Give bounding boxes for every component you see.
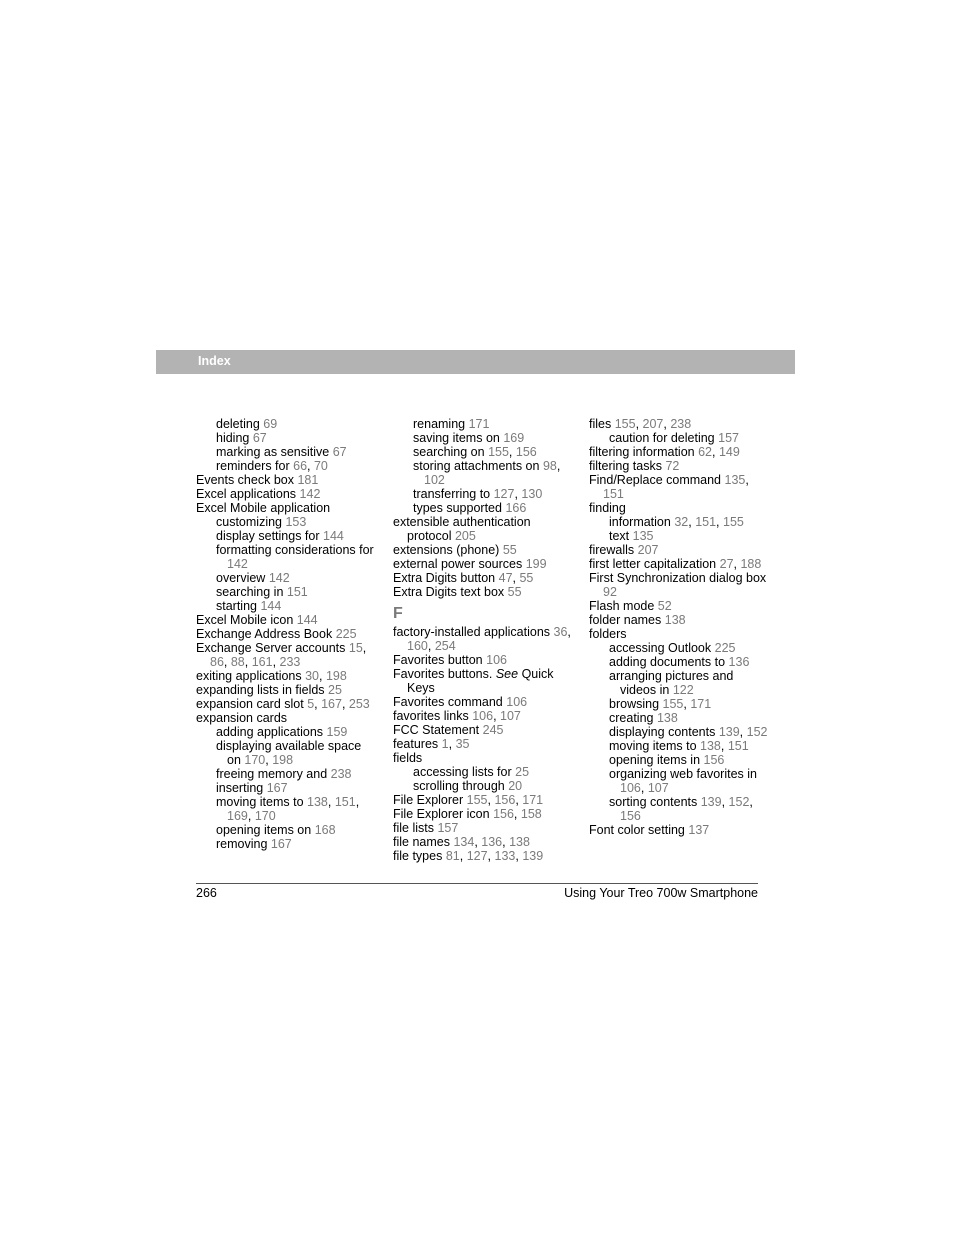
page-link[interactable]: 151 [603, 487, 624, 501]
page-link[interactable]: 169 [227, 809, 248, 823]
page-link[interactable]: 69 [263, 417, 278, 431]
page-link[interactable]: 81 [445, 849, 460, 863]
index-entry [589, 599, 769, 613]
page-link[interactable]: 151 [727, 739, 749, 753]
page-link[interactable]: 198 [325, 669, 347, 683]
page-link[interactable]: 207 [642, 417, 664, 431]
page-link[interactable]: 156 [493, 807, 514, 821]
page-link[interactable]: 138 [509, 835, 530, 849]
page-link[interactable]: 55 [507, 585, 522, 599]
page-link[interactable]: 137 [688, 823, 710, 837]
page-link[interactable]: 25 [328, 683, 342, 697]
page-link[interactable]: 152 [746, 725, 768, 739]
index-term: adding documents to [609, 655, 726, 669]
page-link[interactable]: 106 [486, 653, 507, 667]
index-term: creating [609, 711, 654, 725]
page-link[interactable]: 102 [424, 473, 445, 487]
index-entry: Extra Digits button 47, 55 [393, 571, 534, 585]
page-link[interactable]: 139 [718, 725, 740, 739]
index-subentry [196, 431, 376, 445]
index-entry [393, 821, 573, 835]
index-term: transferring to [413, 487, 491, 501]
index-term: Extra Digits text box [393, 585, 505, 599]
index-subentry [196, 837, 376, 851]
page-link[interactable]: 98 [542, 459, 557, 473]
index-term: File Explorer [393, 793, 464, 807]
page-link[interactable]: 138 [700, 739, 721, 753]
index-subentry [196, 599, 376, 613]
page-link[interactable]: 136 [481, 835, 503, 849]
index-term: FCC Statement [393, 723, 480, 737]
index-entry [196, 683, 376, 697]
index-term: opening items in [609, 753, 701, 767]
index-entry [589, 613, 769, 627]
page-link[interactable]: 151 [334, 795, 356, 809]
page-number: 266 [196, 886, 217, 900]
index-subentry [196, 417, 376, 431]
page-link[interactable]: 67 [332, 445, 347, 459]
page-link[interactable]: 36 [553, 625, 568, 639]
index-entry [589, 627, 769, 641]
page-link[interactable]: 142 [227, 557, 248, 571]
page-link[interactable]: 133 [494, 849, 516, 863]
page-link[interactable]: 167 [266, 781, 288, 795]
index-term: external power sources [393, 557, 523, 571]
page-link[interactable]: 155 [488, 445, 509, 459]
page-link[interactable]: 136 [728, 655, 750, 669]
page-link[interactable]: 156 [703, 753, 725, 767]
index-entry [196, 711, 376, 725]
page-link[interactable]: 5 [307, 697, 315, 711]
page-link[interactable]: 169 [503, 431, 525, 445]
page-link[interactable]: 160 [407, 639, 428, 653]
index-term: filtering information [589, 445, 695, 459]
page-link[interactable]: 170 [254, 809, 276, 823]
page-link[interactable]: 156 [494, 793, 516, 807]
page-link[interactable]: 144 [260, 599, 282, 613]
index-entry [589, 501, 769, 515]
index-subentry [196, 725, 376, 739]
page-link[interactable]: 135 [724, 473, 746, 487]
index-term: renaming [413, 417, 466, 431]
index-term: favorites links [393, 709, 469, 723]
page-link[interactable]: 181 [297, 473, 319, 487]
index-term: caution for deleting [609, 431, 715, 445]
index-term: inserting [216, 781, 264, 795]
index-subentry: organizing web favorites in 106, 107 [609, 767, 757, 795]
index-entry: Exchange Server accounts 15, 86, 88, 161, 233 [196, 641, 367, 669]
index-term: deleting [216, 417, 260, 431]
page-link[interactable]: 130 [521, 487, 543, 501]
page-link[interactable]: 225 [714, 641, 736, 655]
page-link[interactable]: 159 [326, 725, 348, 739]
page-link[interactable]: 151 [695, 515, 717, 529]
index-subentry [196, 529, 376, 543]
index-entry: Find/Replace command 135, 151 [589, 473, 749, 501]
index-subentry: storing attachments on 98, 102 [413, 459, 561, 487]
index-term: file names [393, 835, 450, 849]
page-link[interactable]: 134 [453, 835, 475, 849]
index-term: arranging pictures and videos in [609, 669, 734, 697]
index-subentry: transferring to 127, 130 [413, 487, 543, 501]
index-term: Events check box [196, 473, 294, 487]
index-subentry [589, 669, 769, 697]
index-entry [196, 613, 376, 627]
page-link[interactable]: 92 [603, 585, 617, 599]
index-term: File Explorer icon [393, 807, 490, 821]
index-letter-heading: F [393, 605, 403, 622]
index-subentry: moving items to 138, 151, 169, 170 [216, 795, 360, 823]
index-entry: favorites links 106, 107 [393, 709, 521, 723]
index-term: first letter capitalization [589, 557, 717, 571]
index-entry [589, 459, 769, 473]
index-term: storing attachments on [413, 459, 540, 473]
index-term: displaying contents [609, 725, 716, 739]
index-term: Exchange Server accounts [196, 641, 346, 655]
index-term: expansion card slot [196, 697, 304, 711]
index-term: types supported [413, 501, 502, 515]
index-term: reminders for [216, 459, 290, 473]
page-link[interactable]: 135 [632, 529, 654, 543]
page-link[interactable]: 205 [454, 529, 476, 543]
index-entry [393, 557, 573, 571]
index-subentry [196, 585, 376, 599]
page-link[interactable]: 142 [268, 571, 290, 585]
index-subentry: sorting contents 139, 152, 156 [609, 795, 753, 823]
page-link[interactable]: 20 [508, 779, 523, 793]
page-link[interactable]: 122 [672, 683, 694, 697]
index-subentry [393, 779, 573, 793]
index-subentry [589, 431, 769, 445]
index-entry [589, 823, 769, 837]
page-link[interactable]: 167 [270, 837, 292, 851]
page-link[interactable]: 171 [522, 793, 544, 807]
index-entry [196, 473, 376, 487]
index-entry: first letter capitalization 27, 188 [589, 557, 762, 571]
page-link[interactable]: 25 [515, 765, 530, 779]
index-entry [589, 571, 769, 599]
page-link[interactable]: 106 [620, 781, 641, 795]
index-term: adding applications [216, 725, 324, 739]
page-link[interactable]: 253 [348, 697, 370, 711]
page-link[interactable]: 72 [665, 459, 680, 473]
index-term: saving items on [413, 431, 500, 445]
page-link[interactable]: 139 [522, 849, 544, 863]
see-target: Quick Keys [407, 667, 554, 695]
page-link[interactable]: 55 [519, 571, 534, 585]
index-term: files [589, 417, 612, 431]
page-link[interactable]: 47 [498, 571, 513, 585]
index-entry [393, 585, 573, 599]
index-entry [393, 723, 573, 737]
book-title: Using Your Treo 700w Smartphone [564, 886, 758, 900]
page-link[interactable]: 144 [323, 529, 344, 543]
index-term: customizing [216, 515, 282, 529]
index-subentry [196, 767, 376, 781]
index-subentry [393, 501, 573, 515]
index-subentry: displaying contents 139, 152 [609, 725, 768, 739]
index-subentry [196, 515, 376, 529]
page-link[interactable]: 106 [472, 709, 494, 723]
page-link[interactable]: 254 [434, 639, 456, 653]
footer-rule [196, 883, 758, 884]
page-link[interactable]: 149 [718, 445, 740, 459]
index-term: expanding lists in fields [196, 683, 325, 697]
index-subentry [393, 417, 573, 431]
index-term: file lists [393, 821, 434, 835]
page-link[interactable]: 1 [441, 737, 449, 751]
index-entry [393, 751, 573, 765]
page-link[interactable]: 66 [293, 459, 308, 473]
index-term: starting [216, 599, 257, 613]
page-link[interactable]: 67 [252, 431, 267, 445]
index-term: scrolling through [413, 779, 505, 793]
index-term: expansion cards [196, 711, 288, 725]
index-term: firewalls [589, 543, 635, 557]
index-entry: features 1, 35 [393, 737, 470, 751]
index-term: opening items on [216, 823, 312, 837]
page-link[interactable]: 142 [299, 487, 321, 501]
page-link[interactable]: 225 [335, 627, 357, 641]
page-link[interactable]: 106 [506, 695, 528, 709]
index-term: moving items to [609, 739, 697, 753]
index-term: features [393, 737, 439, 751]
page-link[interactable]: 156 [515, 445, 537, 459]
index-term: Font color setting [589, 823, 685, 837]
page-link[interactable]: 245 [482, 723, 504, 737]
page-link[interactable]: 161 [251, 655, 273, 669]
index-term: information [609, 515, 671, 529]
page-link[interactable]: 55 [502, 543, 517, 557]
index-term: extensions (phone) [393, 543, 500, 557]
index-entry: File Explorer 155, 156, 171 [393, 793, 544, 807]
page-link[interactable]: 27 [719, 557, 734, 571]
page-link[interactable]: 144 [296, 613, 318, 627]
page-link[interactable]: 52 [657, 599, 672, 613]
index-term: moving items to [216, 795, 304, 809]
index-term: searching on [413, 445, 485, 459]
index-term: text [609, 529, 630, 543]
page-link[interactable]: 198 [272, 753, 294, 767]
page-link[interactable]: 171 [468, 417, 490, 431]
index-subentry [196, 445, 376, 459]
index-entry [196, 487, 376, 501]
index-term: marking as sensitive [216, 445, 330, 459]
index-term: hiding [216, 431, 250, 445]
page-link[interactable]: 138 [656, 711, 678, 725]
page-link[interactable]: 32 [674, 515, 689, 529]
page-link[interactable]: 170 [244, 753, 266, 767]
index-term: file types [393, 849, 443, 863]
index-entry [393, 515, 573, 543]
page-link[interactable]: 167 [321, 697, 342, 711]
page-link[interactable]: 139 [700, 795, 722, 809]
index-term: searching in [216, 585, 284, 599]
index-subentry [589, 655, 769, 669]
index-term: organizing web favorites in [609, 767, 757, 781]
page-link[interactable]: 233 [279, 655, 301, 669]
index-subentry [196, 571, 376, 585]
index-entry: files 155, 207, 238 [589, 417, 692, 431]
index-term: overview [216, 571, 266, 585]
page-link[interactable]: 171 [690, 697, 712, 711]
index-term: Exchange Address Book [196, 627, 333, 641]
page-link[interactable]: 107 [647, 781, 669, 795]
page-link[interactable]: 62 [698, 445, 712, 459]
index-subentry: displaying available space on 170, 198 [216, 739, 362, 767]
header-bar [156, 350, 795, 374]
index-subentry [589, 529, 769, 543]
index-term: accessing lists for [413, 765, 512, 779]
index-entry [393, 667, 573, 695]
index-term: displaying available space on [216, 739, 362, 767]
index-entry: factory-installed applications 36, 160, 254 [393, 625, 571, 653]
page-link[interactable]: 158 [520, 807, 542, 821]
index-subentry: information 32, 151, 155 [609, 515, 744, 529]
index-entry [393, 543, 573, 557]
page-link[interactable]: 168 [314, 823, 336, 837]
page-link[interactable]: 188 [740, 557, 762, 571]
page-link[interactable]: 127 [493, 487, 515, 501]
page-title: Index [198, 354, 231, 368]
page-link[interactable]: 155 [723, 515, 744, 529]
index-subentry [196, 823, 376, 837]
page-link[interactable]: 138 [307, 795, 328, 809]
page-link[interactable]: 30 [305, 669, 320, 683]
page-link[interactable]: 15 [348, 641, 363, 655]
page-link[interactable]: 127 [466, 849, 488, 863]
page-link[interactable]: 155 [466, 793, 488, 807]
page-link[interactable]: 155 [662, 697, 684, 711]
index-column-3 [589, 417, 769, 837]
index-subentry [196, 543, 376, 571]
index-term: finding [589, 501, 626, 515]
index-subentry: browsing 155, 171 [609, 697, 712, 711]
index-term: freeing memory and [216, 767, 328, 781]
page-link[interactable]: 70 [313, 459, 328, 473]
page-link[interactable]: 151 [286, 585, 308, 599]
page-link[interactable]: 138 [664, 613, 686, 627]
index-subentry: searching on 155, 156 [413, 445, 537, 459]
page-link[interactable]: 199 [525, 557, 547, 571]
index-term: browsing [609, 697, 660, 711]
index-term: Excel Mobile icon [196, 613, 294, 627]
page-link[interactable]: 152 [728, 795, 750, 809]
index-entry: filtering information 62, 149 [589, 445, 740, 459]
see-reference: See [495, 667, 519, 681]
index-term: folders [589, 627, 627, 641]
index-term: Favorites command [393, 695, 503, 709]
index-term: fields [393, 751, 423, 765]
page-link[interactable]: 238 [330, 767, 352, 781]
index-entry: File Explorer icon 156, 158 [393, 807, 542, 821]
index-subentry [196, 781, 376, 795]
index-term: Excel Mobile application [196, 501, 331, 515]
index-subentry: reminders for 66, 70 [216, 459, 328, 473]
index-term: Excel applications [196, 487, 297, 501]
index-entry [196, 627, 376, 641]
index-term: removing [216, 837, 268, 851]
index-subentry [589, 711, 769, 725]
index-term: Favorites button [393, 653, 483, 667]
page-link[interactable]: 153 [285, 515, 307, 529]
index-term: exiting applications [196, 669, 302, 683]
index-term: extensible authentication protocol [393, 515, 531, 543]
index-subentry [589, 753, 769, 767]
page-link[interactable]: 166 [505, 501, 527, 515]
index-term: factory-installed applications [393, 625, 551, 639]
index-entry: file names 134, 136, 138 [393, 835, 530, 849]
page-link[interactable]: 88 [230, 655, 245, 669]
index-term: folder names [589, 613, 662, 627]
index-subentry [393, 765, 573, 779]
page-link[interactable]: 155 [614, 417, 636, 431]
page-link[interactable]: 157 [437, 821, 459, 835]
index-term: Favorites buttons. [393, 667, 493, 681]
index-column-2 [393, 417, 573, 863]
index-term: First Synchronization dialog box [589, 571, 767, 585]
index-term: Flash mode [589, 599, 655, 613]
index-column-1 [196, 417, 376, 851]
index-entry [196, 501, 376, 515]
index-entry: file types 81, 127, 133, 139 [393, 849, 544, 863]
page-link[interactable]: 156 [620, 809, 641, 823]
page-link[interactable]: 238 [670, 417, 692, 431]
index-entry [589, 543, 769, 557]
index-subentry [589, 641, 769, 655]
index-entry [393, 653, 573, 667]
index-term: sorting contents [609, 795, 698, 809]
index-subentry [393, 431, 573, 445]
index-term: accessing Outlook [609, 641, 712, 655]
page-link[interactable]: 157 [718, 431, 739, 445]
index-term: Find/Replace command [589, 473, 722, 487]
index-entry [393, 695, 573, 709]
page-link[interactable]: 207 [637, 543, 659, 557]
page-link[interactable]: 107 [500, 709, 521, 723]
page-link[interactable]: 86 [210, 655, 224, 669]
index-term: display settings for [216, 529, 320, 543]
index-term: Extra Digits button [393, 571, 496, 585]
index-subentry: moving items to 138, 151 [609, 739, 749, 753]
index-entry: expansion card slot 5, 167, 253 [196, 697, 370, 711]
index-entry: exiting applications 30, 198 [196, 669, 347, 683]
index-term: filtering tasks [589, 459, 662, 473]
page-link[interactable]: 35 [455, 737, 470, 751]
index-term: formatting considerations for [216, 543, 374, 557]
